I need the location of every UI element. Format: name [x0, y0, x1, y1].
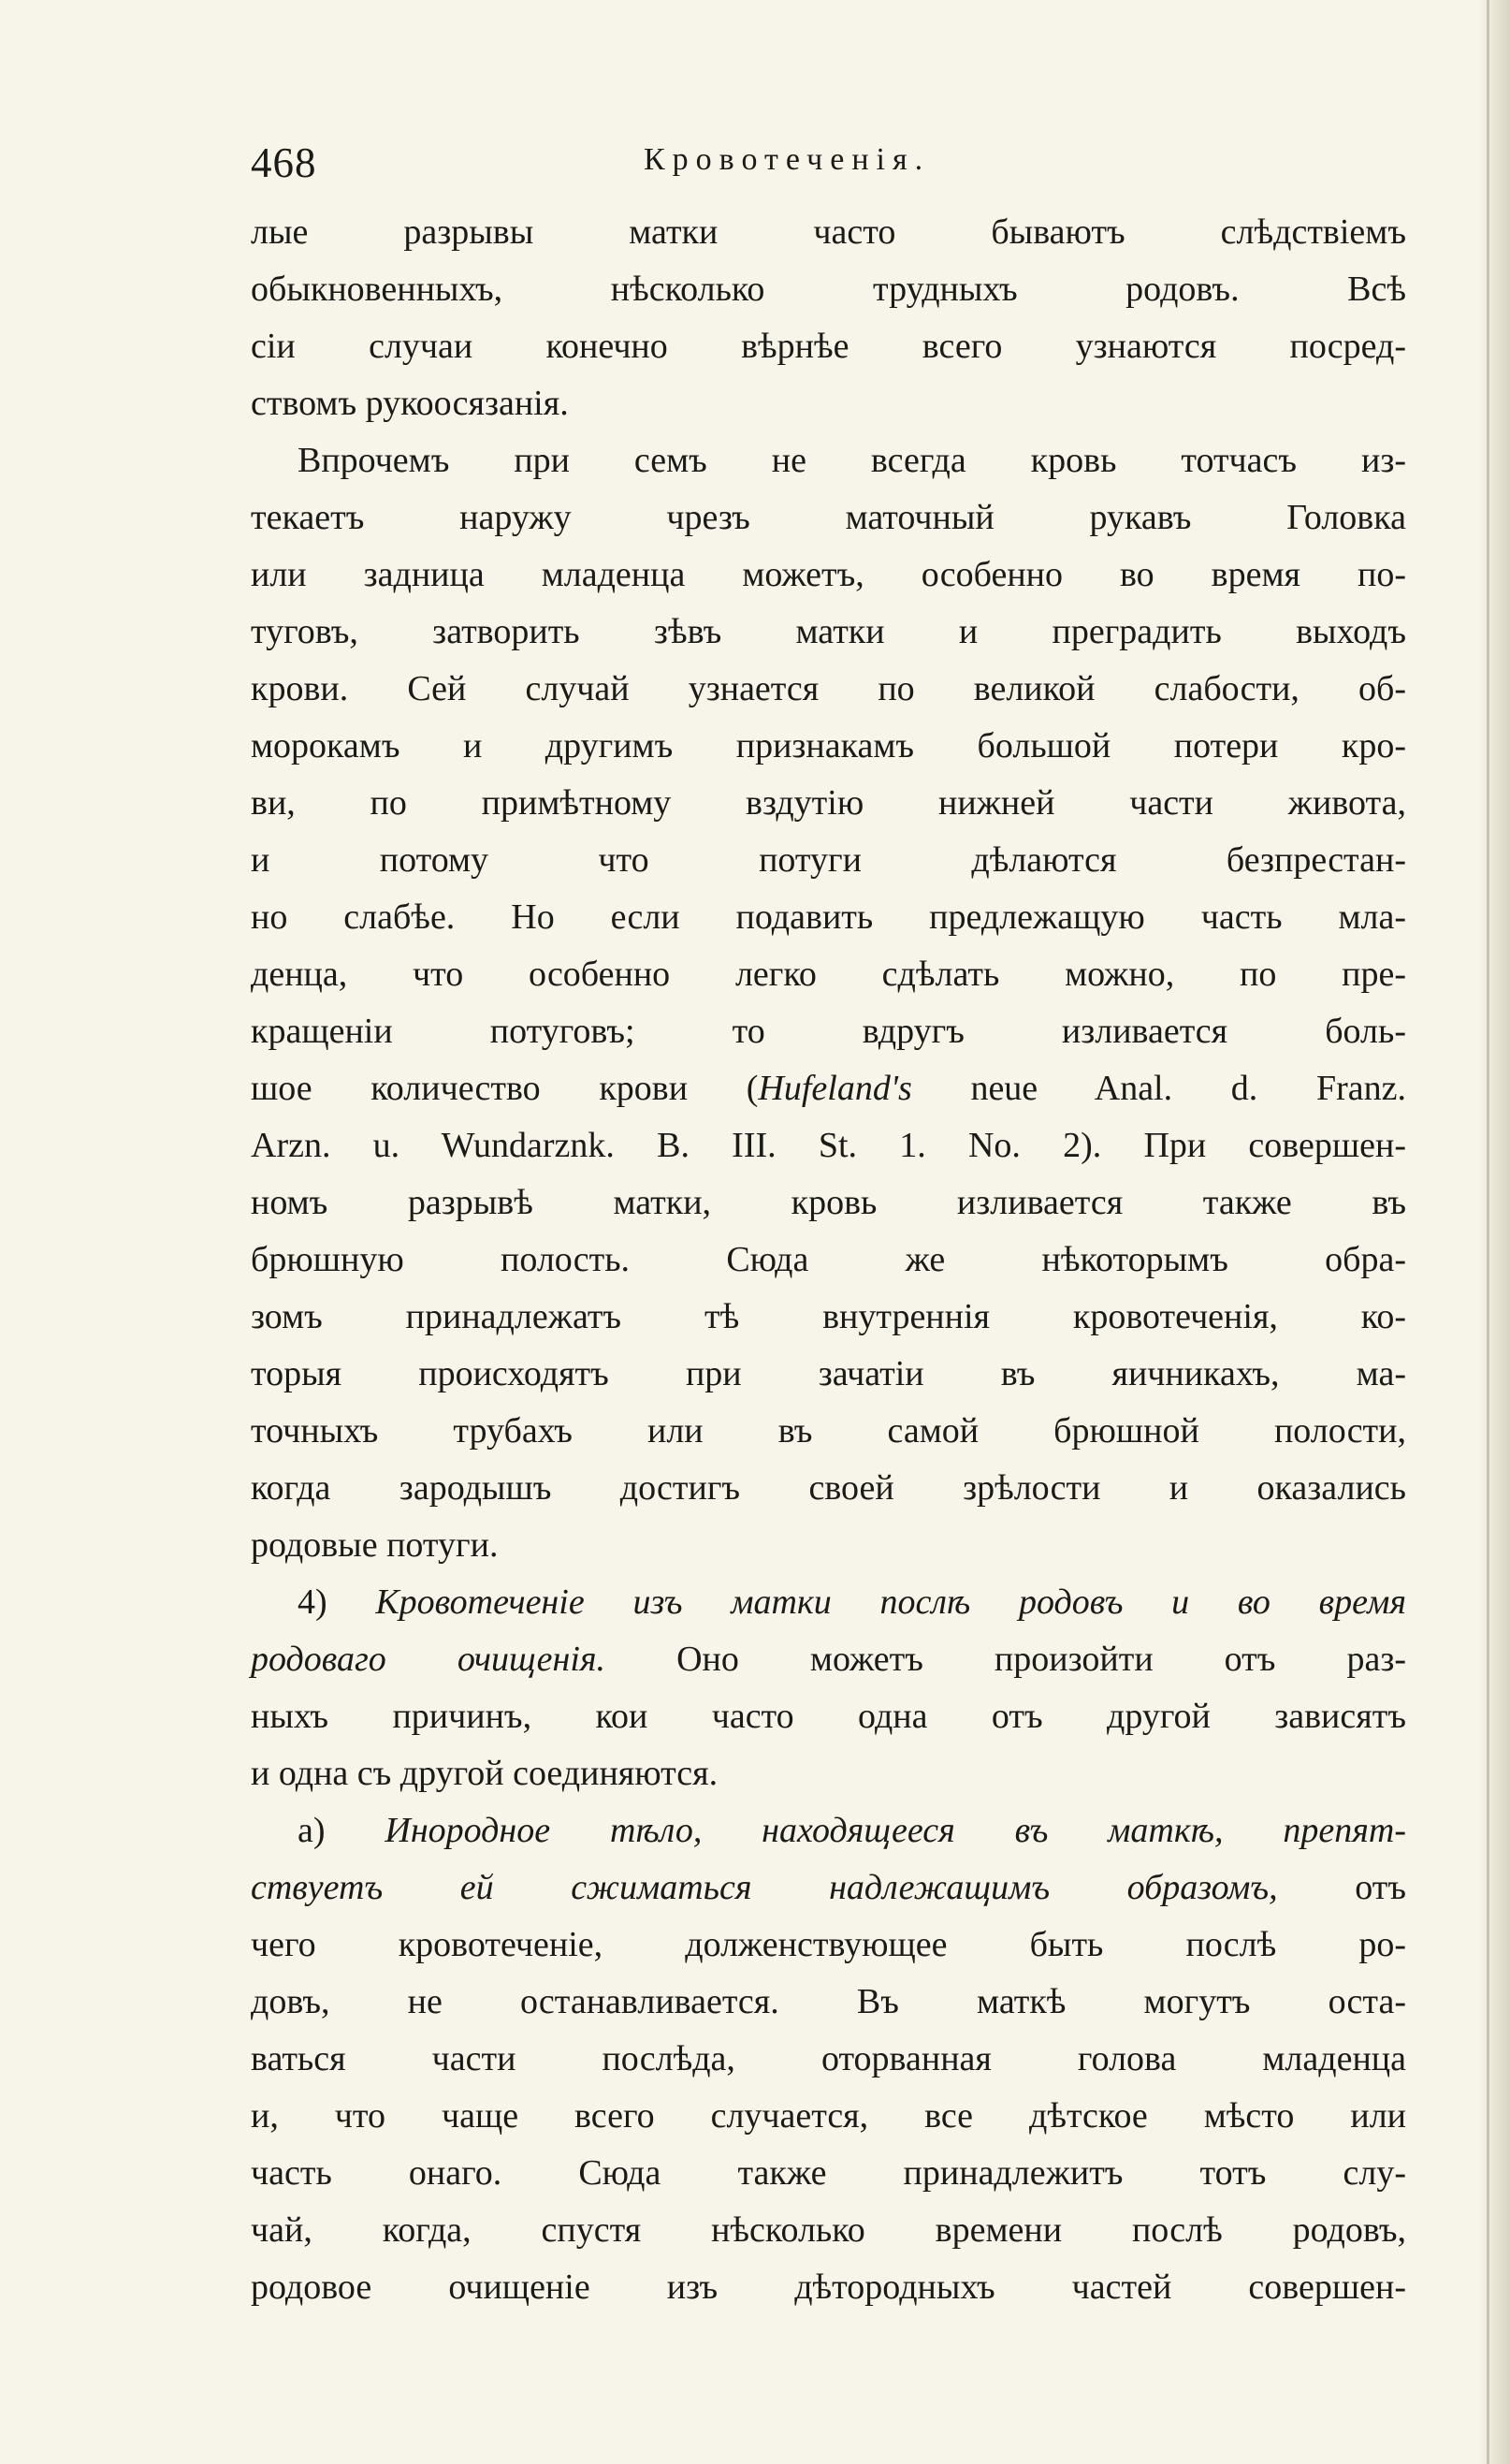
text-segment: когда зародышъ достигъ своей зрѣлости и оказались — [251, 1468, 1406, 1508]
text-segment: а) — [298, 1811, 385, 1850]
text-segment: лые разрывы матки часто бываютъ слѣдствіемъ — [251, 212, 1406, 252]
italic-text: Кровотеченіе изъ матки послѣ родовъ и во время — [375, 1582, 1406, 1622]
italic-text: Hufeland's — [758, 1069, 912, 1108]
text-segment: номъ разрывѣ матки, кровь изливается также въ — [251, 1183, 1406, 1222]
text-line — [251, 1003, 1406, 1060]
text-line — [251, 1517, 1406, 1574]
text-segment: морокамъ и другимъ признакамъ большой потери кро- — [251, 726, 1406, 765]
text-line — [251, 1574, 1406, 1631]
text-line — [251, 889, 1406, 946]
text-segment: или задница младенца можетъ, особенно во время по- — [251, 555, 1406, 594]
text-segment: Впрочемъ при семъ не всегда кровь тотчасъ из- — [298, 441, 1406, 480]
text-line — [251, 1117, 1406, 1174]
text-line — [251, 1460, 1406, 1517]
text-line — [251, 1859, 1406, 1917]
text-line — [251, 2031, 1406, 2088]
text-line — [251, 1917, 1406, 1974]
text-line — [251, 1289, 1406, 1346]
text-line — [251, 432, 1406, 489]
text-segment: текаетъ наружу чрезъ маточный рукавъ Головка — [251, 498, 1406, 537]
text-line — [251, 2259, 1406, 2316]
text-line — [251, 2145, 1406, 2202]
text-line — [251, 1631, 1406, 1688]
text-segment: neue Anal. d. Franz. — [911, 1069, 1406, 1108]
italic-text: Инородное тѣло, находящееся въ маткѣ, препят- — [385, 1811, 1406, 1850]
text-segment: но слабѣе. Но если подавить предлежащую часть мла- — [251, 897, 1406, 937]
text-line — [251, 261, 1406, 318]
text-line — [251, 204, 1406, 261]
page-header — [251, 139, 1406, 195]
text-line — [251, 604, 1406, 661]
text-segment: Оно можетъ произойти отъ раз- — [605, 1640, 1407, 1679]
body-text — [251, 204, 1406, 2316]
text-segment: ви, по примѣтному вздутію нижней части живота, — [251, 783, 1406, 823]
italic-text: ствуетъ ей сжиматься надлежащимъ образомъ, — [251, 1868, 1278, 1907]
text-line — [251, 1403, 1406, 1460]
text-line — [251, 1802, 1406, 1859]
text-segment: торыя происходятъ при зачатіи въ яичникахъ, ма- — [251, 1354, 1406, 1393]
text-line — [251, 1174, 1406, 1232]
text-line — [251, 2088, 1406, 2145]
text-segment: брюшную полость. Сюда же нѣкоторымъ обра- — [251, 1240, 1406, 1279]
text-line — [251, 1745, 1406, 1802]
text-line — [251, 661, 1406, 718]
running-title: Кровотеченія. — [644, 142, 931, 177]
text-line — [251, 1232, 1406, 1289]
text-segment: сіи случаи конечно вѣрнѣе всего узнаются посред- — [251, 327, 1406, 366]
text-line — [251, 946, 1406, 1003]
text-segment: часть онаго. Сюда также принадлежитъ тотъ слу- — [251, 2153, 1406, 2193]
text-line — [251, 1060, 1406, 1117]
text-segment: и потому что потуги дѣлаются безпрестан- — [251, 840, 1406, 880]
text-line — [251, 718, 1406, 775]
text-line — [251, 775, 1406, 832]
text-segment: отъ — [1277, 1868, 1406, 1907]
text-line — [251, 2202, 1406, 2259]
text-line — [251, 1974, 1406, 2031]
text-segment: довъ, не останавливается. Въ маткѣ могутъ оста- — [251, 1982, 1406, 2021]
text-segment: ваться части послѣда, оторванная голова младенца — [251, 2039, 1406, 2078]
text-line — [251, 375, 1406, 432]
text-segment: туговъ, затворить зѣвъ матки и преградить выходъ — [251, 612, 1406, 651]
text-segment: чай, когда, спустя нѣсколько времени послѣ родовъ, — [251, 2210, 1406, 2250]
text-line — [251, 1688, 1406, 1745]
text-line — [251, 832, 1406, 889]
text-segment: Arzn. u. Wundarznk. B. III. St. 1. No. 2). При совершен- — [251, 1126, 1406, 1165]
text-segment: и одна съ другой соединяются. — [251, 1754, 719, 1793]
text-line — [251, 318, 1406, 375]
text-segment: родовые потуги. — [251, 1525, 499, 1565]
text-segment: кращеніи потуговъ; то вдругъ изливается боль- — [251, 1012, 1406, 1051]
text-line — [251, 489, 1406, 547]
text-segment: ныхъ причинъ, кои часто одна отъ другой зависятъ — [251, 1697, 1406, 1736]
text-segment: крови. Сей случай узнается по великой слабости, об- — [251, 669, 1406, 708]
page-edge — [1478, 0, 1510, 2464]
text-line — [251, 1346, 1406, 1403]
text-line — [251, 547, 1406, 604]
italic-text: родоваго очищенія. — [251, 1640, 606, 1679]
text-segment: чего кровотеченіе, долженствующее быть послѣ ро- — [251, 1925, 1406, 1964]
text-segment: шое количество крови ( — [251, 1069, 759, 1108]
page-number: 468 — [251, 139, 317, 186]
text-segment: 4) — [298, 1582, 376, 1622]
text-segment: обыкновенныхъ, нѣсколько трудныхъ родовъ. Всѣ — [251, 270, 1406, 309]
text-segment: и, что чаще всего случается, все дѣтское мѣсто или — [251, 2096, 1406, 2136]
page-edge-shadow — [1487, 0, 1489, 2464]
text-segment: точныхъ трубахъ или въ самой брюшной полости, — [251, 1411, 1406, 1451]
text-segment: зомъ принадлежатъ тѣ внутреннія кровотеченія, ко- — [251, 1297, 1406, 1336]
text-segment: денца, что особенно легко сдѣлать можно, по пре- — [251, 955, 1406, 994]
text-segment: ствомъ рукоосязанія. — [251, 384, 569, 423]
text-segment: родовое очищеніе изъ дѣтородныхъ частей совершен- — [251, 2267, 1406, 2307]
